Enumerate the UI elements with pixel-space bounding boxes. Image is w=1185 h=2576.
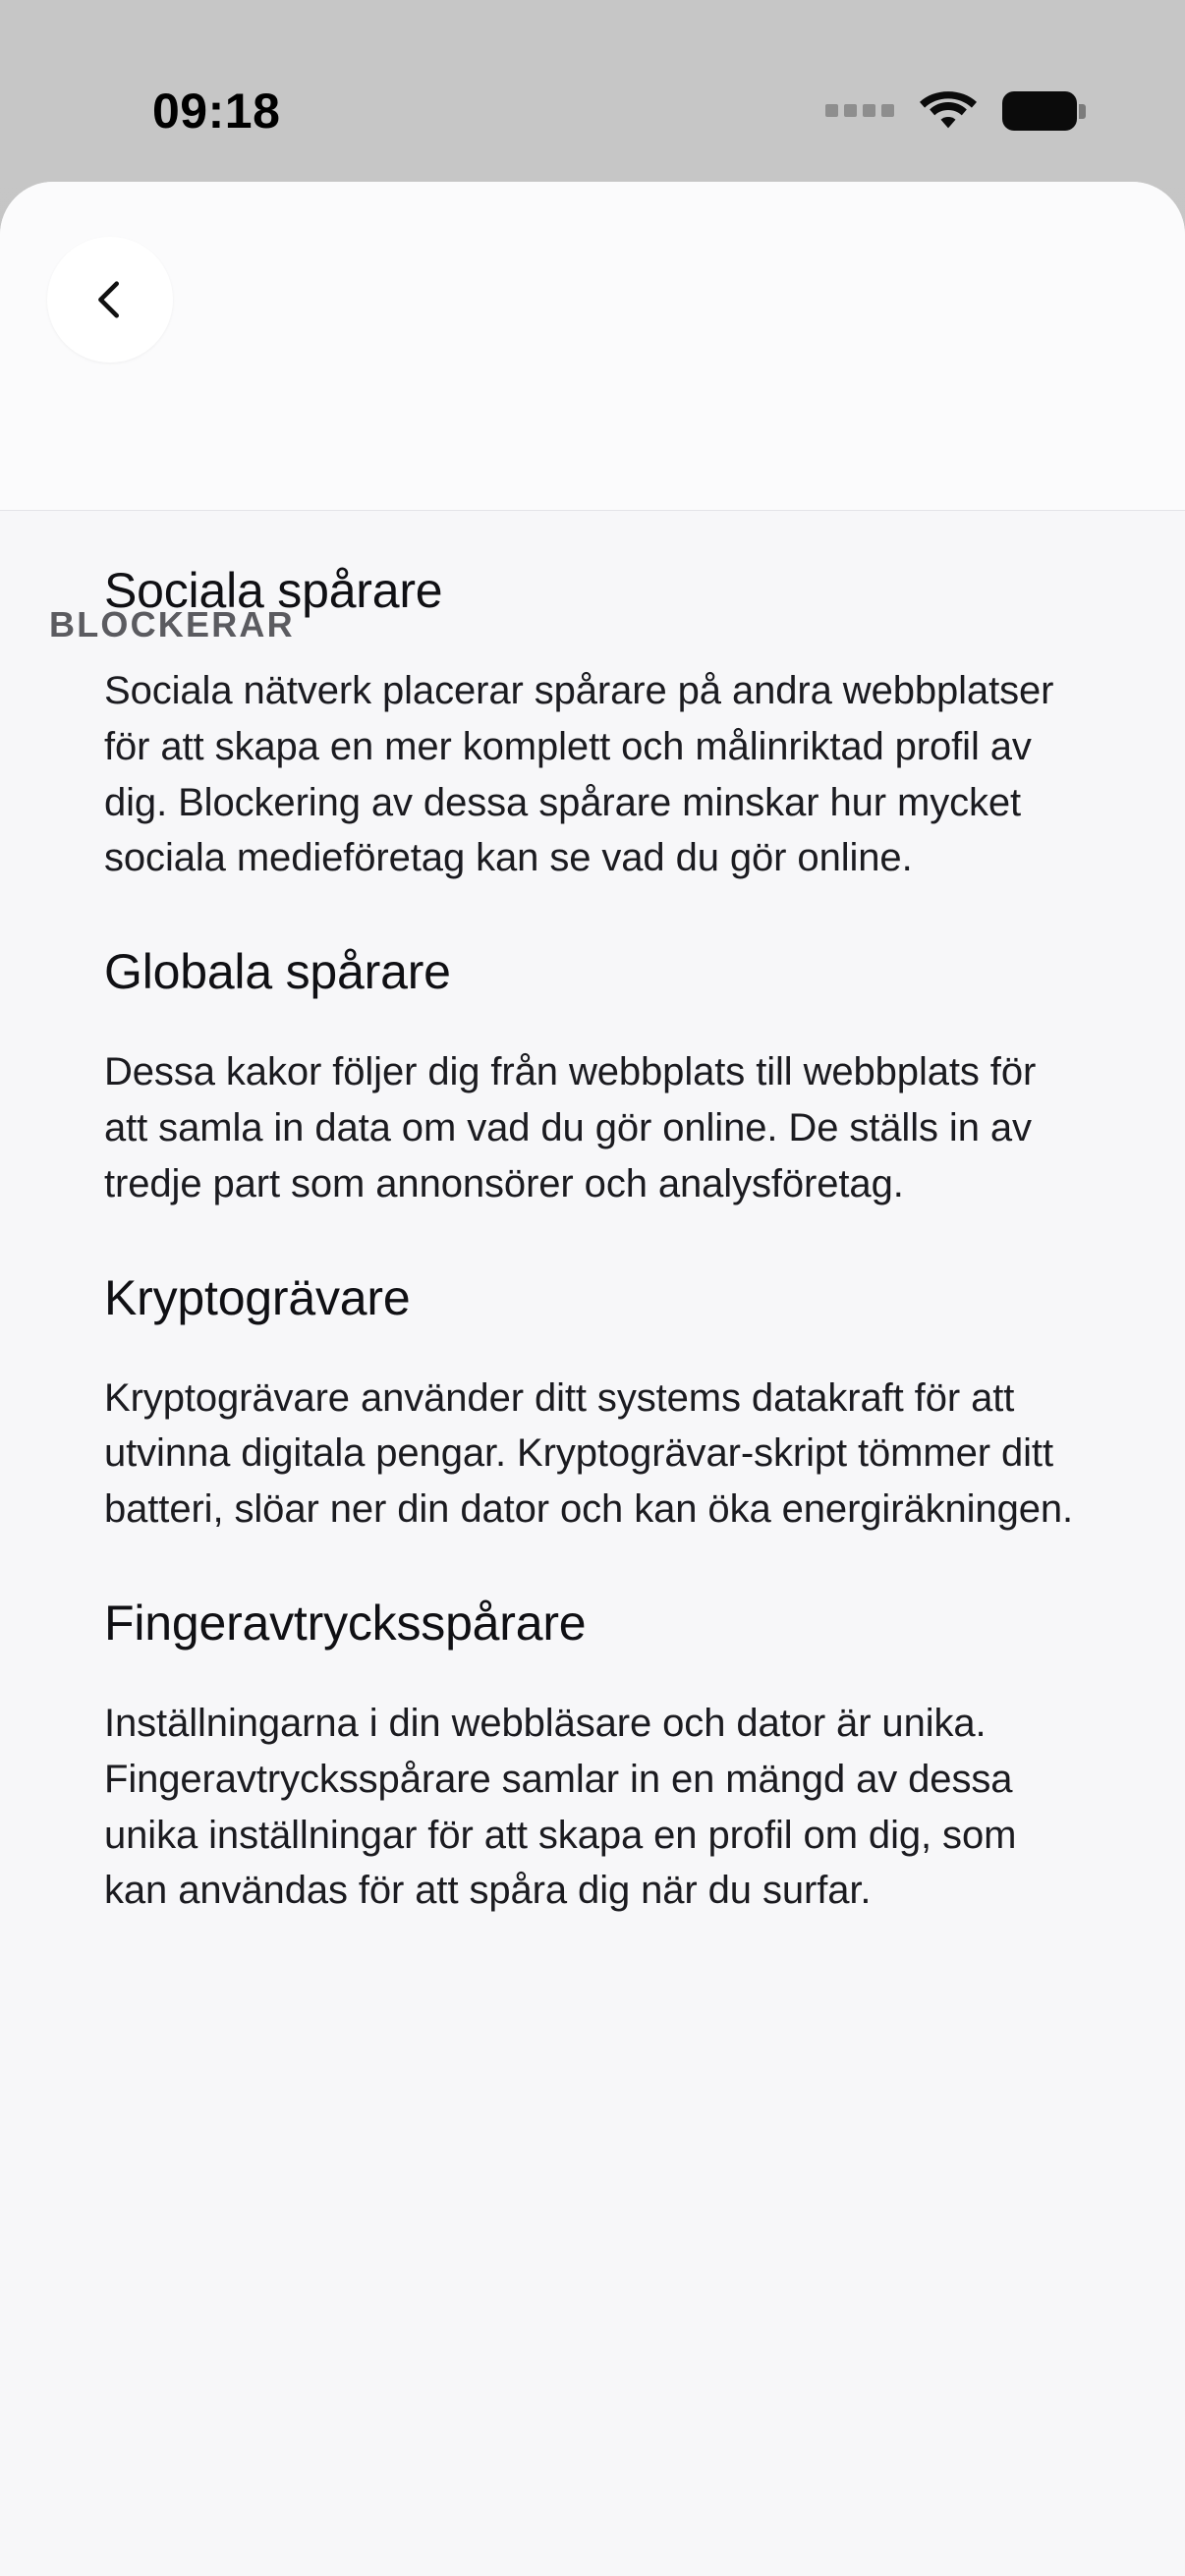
section-heading: Sociala spårare — [104, 563, 443, 618]
section-heading: Kryptogrävare — [104, 1269, 411, 1325]
section-body: Dessa kakor följer dig från webbplats till webbplats för att samla in data om vad du gör online. De ställs in av tredje part som annonsörer och analysföretag. — [104, 1050, 1037, 1205]
sections-list — [0, 511, 1185, 1919]
status-bar — [0, 0, 1185, 182]
section-label: BLOCKERAR — [49, 604, 295, 644]
status-time: 09:18 — [152, 83, 281, 139]
sheet-header — [0, 182, 1185, 511]
section-body: Sociala nätverk placerar spårare på andra webbplatser för att skapa en mer komplett och målinriktad profil av dig. Blockering av dessa spårare minskar hur mycket sociala medieföretag kan se vad du gör online. — [104, 669, 1054, 880]
section-body: Kryptogrävare använder ditt systems datakraft för att utvinna digitala pengar. Kryptogrävar-skript tömmer ditt batteri, slöar ner din dator och kan öka energiräkningen. — [104, 1375, 1074, 1532]
section-heading: Globala spårare — [104, 944, 451, 1000]
section-heading: Fingeravtrycksspårare — [104, 1595, 587, 1651]
back-button[interactable] — [47, 237, 173, 363]
battery-full-icon — [1002, 91, 1077, 131]
chevron-left-icon — [87, 277, 133, 322]
content-sheet — [0, 182, 1185, 2576]
section-block — [104, 943, 1081, 1211]
status-indicators — [825, 89, 1077, 133]
wifi-icon — [920, 89, 977, 133]
section-block — [104, 1595, 1081, 1919]
signal-dots-icon — [825, 104, 894, 117]
section-block — [104, 1269, 1081, 1538]
section-body: Inställningarna i din webbläsare och dator är unika. Fingeravtrycksspårare samlar in en mängd av dessa unika inställningar för att skapa en profil om dig, som kan användas för att spåra dig när du surfar. — [104, 1701, 1017, 1913]
